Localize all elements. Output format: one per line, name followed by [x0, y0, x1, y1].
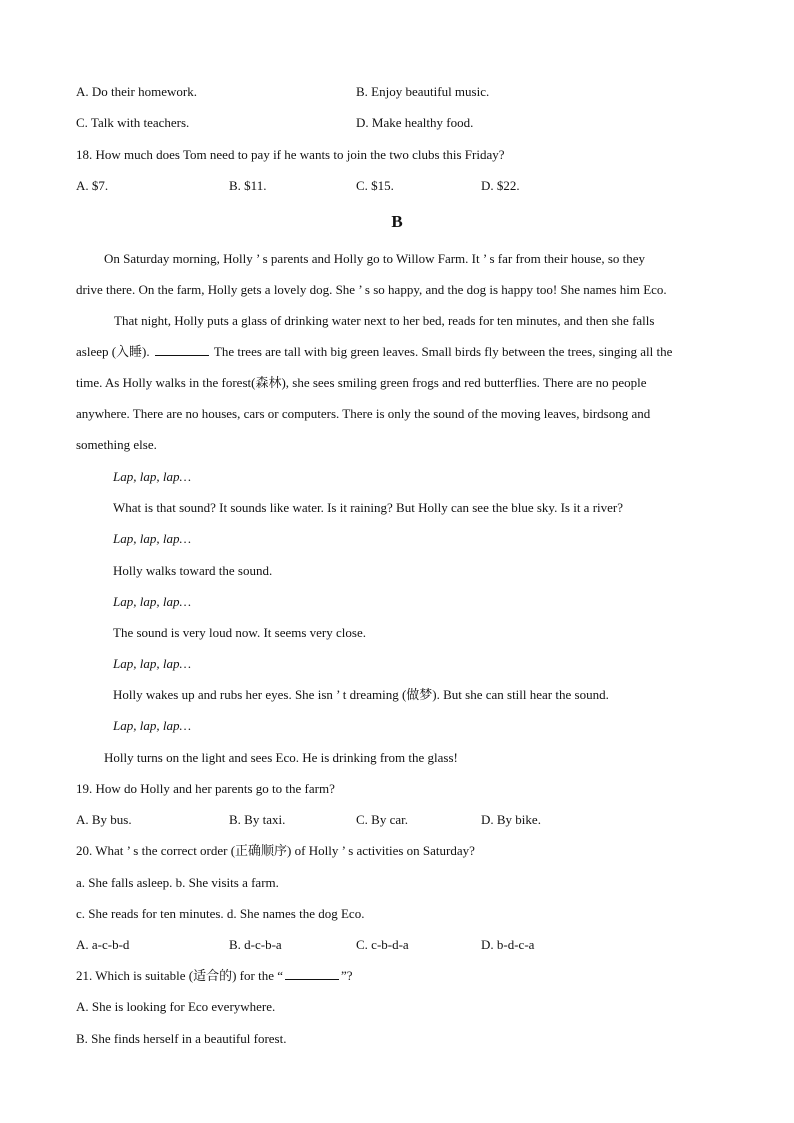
- q17-option-d: D. Make healthy food.: [356, 115, 474, 130]
- lap-line-1: Lap, lap, lap…: [113, 469, 192, 484]
- q21-stem-end: ”?: [341, 968, 353, 983]
- lap-line-3: Lap, lap, lap…: [113, 594, 192, 609]
- passage-p2-line5: something else.: [76, 437, 157, 452]
- passage-p2-line2-end: The trees are tall with big green leaves. Small birds fly between the trees, singing all the: [213, 344, 673, 359]
- q20-stem: 20. What ’ s the correct order (正确顺序) of Holly ’ s activities on Saturday?: [76, 843, 475, 858]
- q17-option-c: C. Talk with teachers.: [76, 115, 190, 130]
- passage-p2-line4: anywhere. There are no houses, cars or computers. There is only the sound of the moving leaves, birdsong and: [76, 406, 651, 421]
- q19-option-a: A. By bus.: [76, 812, 132, 827]
- q21-blank: [285, 968, 339, 980]
- section-heading: B: [391, 212, 403, 231]
- q19-stem: 19. How do Holly and her parents go to the farm?: [76, 781, 335, 796]
- q17-option-b: B. Enjoy beautiful music.: [356, 84, 490, 99]
- q21-option-a: A. She is looking for Eco everywhere.: [76, 999, 276, 1014]
- passage-p2-line3: time. As Holly walks in the forest(森林), she sees smiling green frogs and red butterflies. There are no people: [76, 375, 647, 390]
- q19-option-c: C. By car.: [356, 812, 408, 827]
- lap-line-5: Lap, lap, lap…: [113, 718, 192, 733]
- q20-option-a: A. a-c-b-d: [76, 937, 130, 952]
- q20-option-b: B. d-c-b-a: [229, 937, 282, 952]
- passage-sentence-1: What is that sound? It sounds like water. Is it raining? But Holly can see the blue sky. Is it a river?: [113, 500, 624, 515]
- answer-blank-21: [155, 344, 209, 356]
- q17-option-a: A. Do their homework.: [76, 84, 197, 99]
- passage-p2-line1: That night, Holly puts a glass of drinking water next to her bed, reads for ten minutes, and then she falls: [114, 313, 655, 328]
- q21-stem: [76, 968, 353, 984]
- q20-items-ab: a. She falls asleep. b. She visits a farm.: [76, 875, 279, 890]
- lap-line-4: Lap, lap, lap…: [113, 656, 192, 671]
- passage-sentence-3: The sound is very loud now. It seems very close.: [113, 625, 366, 640]
- q21-stem-start: 21. Which is suitable (适合的) for the “: [76, 968, 283, 983]
- passage-p2-line2-start: asleep (入睡).: [76, 344, 150, 359]
- q18-option-c: C. $15.: [356, 178, 394, 193]
- q18-option-a: A. $7.: [76, 178, 109, 193]
- q20-items-cd: c. She reads for ten minutes. d. She names the dog Eco.: [76, 906, 365, 921]
- passage-p1-line2: drive there. On the farm, Holly gets a lovely dog. She ’ s so happy, and the dog is happy too! She names him Eco.: [76, 282, 667, 297]
- q19-option-b: B. By taxi.: [229, 812, 286, 827]
- q18-option-d: D. $22.: [481, 178, 520, 193]
- passage-p2-line2: [76, 344, 672, 360]
- passage-p1-line1: On Saturday morning, Holly ’ s parents and Holly go to Willow Farm. It ’ s far from their house, so they: [104, 251, 646, 266]
- passage-sentence-5: Holly turns on the light and sees Eco. He is drinking from the glass!: [104, 750, 458, 765]
- q21-option-b: B. She finds herself in a beautiful forest.: [76, 1031, 287, 1046]
- passage-sentence-4: Holly wakes up and rubs her eyes. She isn ’ t dreaming (做梦). But she can still hear the sound.: [113, 687, 609, 702]
- q18-stem: 18. How much does Tom need to pay if he wants to join the two clubs this Friday?: [76, 147, 505, 162]
- q20-option-c: C. c-b-d-a: [356, 937, 409, 952]
- q20-option-d: D. b-d-c-a: [481, 937, 535, 952]
- passage-sentence-2: Holly walks toward the sound.: [113, 563, 273, 578]
- lap-line-2: Lap, lap, lap…: [113, 531, 192, 546]
- q18-option-b: B. $11.: [229, 178, 267, 193]
- q19-option-d: D. By bike.: [481, 812, 541, 827]
